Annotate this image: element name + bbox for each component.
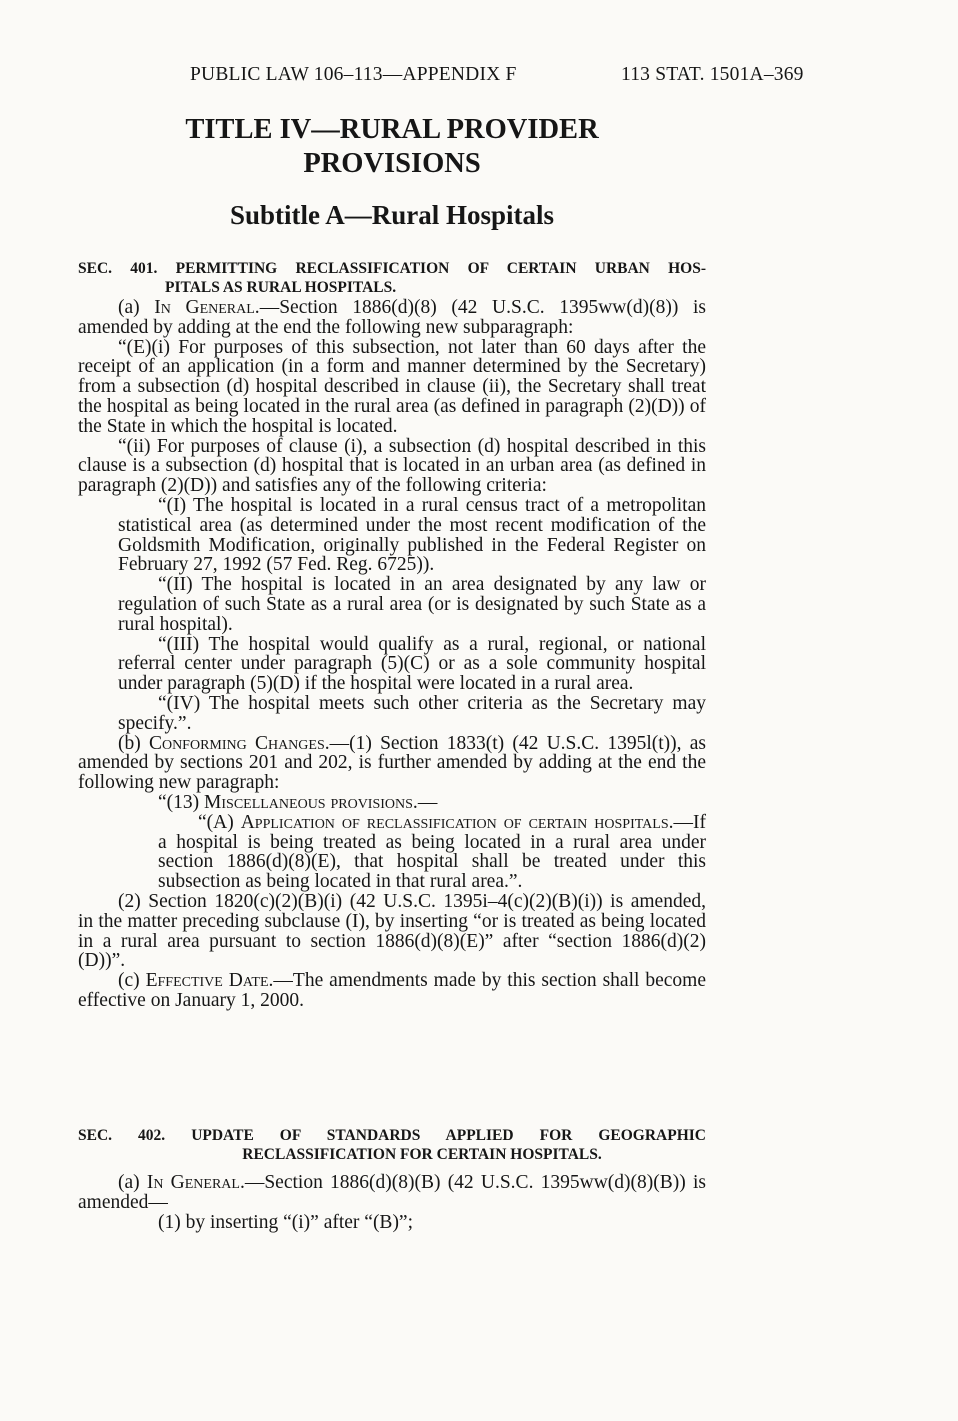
subparagraph-A-label: “(A) bbox=[198, 811, 241, 833]
title-line-1: TITLE IV—RURAL PROVIDER bbox=[185, 114, 599, 145]
subsection-c-text: —The amendments made by this section shall become effective on January 1, 2000. bbox=[78, 970, 706, 1011]
clause-ii: “(ii) For purposes of clause (i), a subsection (d) hospital described in this clause is a subsection (d) hospital that is located in an urban area (as defined in paragraph (2)(D)) and satisfies any of the following criteria: bbox=[78, 435, 706, 497]
clause-E-i: “(E)(i) For purposes of this subsection, not later than 60 days after the receipt of an application (in a form and manner determined by the Secretary) from a subsection (d) hospital described in clause (ii), the Secretary shall treat the hospital as being located in the rural area (as defined in paragraph (2)(D)) of the State in which the hospital is located. bbox=[78, 336, 706, 437]
section-402-a-text: —Section 1886(d)(8)(B) (42 U.S.C. 1395ww(d)(8)(B)) is amended— bbox=[78, 1172, 706, 1213]
conforming-change-2: (2) Section 1820(c)(2)(B)(i) (42 U.S.C. 1395i–4(c)(2)(B)(i)) is amended, in the matter preceding subclause (I), by inserting “or is treated as being located in a rural area pursuant to section 1886(d)(8)(E)” after “section 1886(d)(2)(D))”. bbox=[78, 890, 706, 972]
running-head-page-citation: 113 STAT. 1501A–369 bbox=[621, 64, 804, 85]
subsection-a-caption: In General. bbox=[154, 297, 260, 318]
criterion-III: “(III) The hospital would qualify as a rural, regional, or national referral center under paragraph (5)(C) or as a sole community hospital under paragraph (5)(D) if the hospital were located in a rural area. bbox=[118, 633, 706, 695]
section-401-heading bbox=[78, 259, 706, 297]
section-401-heading-line-2: PITALS AS RURAL HOSPITALS. bbox=[165, 279, 397, 296]
section-402-heading bbox=[78, 1126, 706, 1164]
subparagraph-A-text: —If a hospital is being treated as being located in a rural area under section 1886(d)(8)(E), that hospital shall be treated under this subsection as being located in that rural area.”. bbox=[158, 811, 706, 893]
section-402-a-caption: In General. bbox=[146, 1172, 245, 1193]
running-head-left: PUBLIC LAW 106–113—APPENDIX F bbox=[190, 64, 517, 85]
subsection-b-label: (b) bbox=[118, 732, 149, 754]
subsection-c-paragraph bbox=[78, 971, 706, 1011]
criterion-I: “(I) The hospital is located in a rural census tract of a metropolitan statistical area (as determined under the most recent modification of the Goldsmith Modification, originally published in the Federal Register on February 27, 1992 (57 Fed. Reg. 6725)). bbox=[118, 494, 706, 576]
subsection-b-caption: Conforming Changes. bbox=[148, 732, 330, 754]
subsection-b-text: —(1) Section 1833(t) (42 U.S.C. 1395l(t)), as amended by sections 201 and 202, is further amended by adding at the end the following new paragraph: bbox=[78, 732, 706, 794]
subsection-a-label: (a) bbox=[118, 297, 155, 318]
section-402-subsection-a bbox=[78, 1173, 706, 1213]
section-401-heading-line-1: SEC. 401. PERMITTING RECLASSIFICATION OF CERTAIN URBAN HOS- bbox=[78, 260, 706, 277]
paragraph-13-label: “(13) bbox=[158, 791, 205, 813]
criterion-IV: “(IV) The hospital meets such other criteria as the Secretary may specify.”. bbox=[118, 692, 706, 734]
paragraph-13-heading bbox=[78, 793, 706, 813]
subsection-b-paragraph bbox=[78, 734, 706, 793]
subsection-a-paragraph bbox=[78, 298, 706, 338]
subsection-a-text: —Section 1886(d)(8) (42 U.S.C. 1395ww(d)(8)) is amended by adding at the end the following new subparagraph: bbox=[78, 297, 706, 338]
section-402-body bbox=[78, 1173, 706, 1232]
section-402-item-1: (1) by inserting “(i)” after “(B)”; bbox=[158, 1211, 414, 1233]
paragraph-13-dash: — bbox=[417, 791, 438, 813]
section-402-heading-line-2: RECLASSIFICATION FOR CERTAIN HOSPITALS. bbox=[242, 1146, 602, 1163]
subsection-c-caption: Effective Date. bbox=[145, 970, 274, 992]
section-401-body bbox=[78, 298, 706, 1011]
subsection-c-label: (c) bbox=[118, 970, 146, 992]
subparagraph-A bbox=[78, 813, 706, 892]
title-line-2: PROVISIONS bbox=[303, 148, 481, 179]
section-402-a-label: (a) bbox=[118, 1172, 147, 1193]
title-heading bbox=[78, 113, 706, 181]
paragraph-13-caption: Miscellaneous provisions. bbox=[204, 791, 418, 813]
subparagraph-A-caption: Application of reclassification of certain hospitals. bbox=[240, 811, 674, 833]
subtitle-heading: Subtitle A—Rural Hospitals bbox=[229, 200, 555, 230]
criterion-II: “(II) The hospital is located in an area designated by any law or regulation of such State as a rural area (or is designated by such State as a rural hospital). bbox=[118, 574, 706, 635]
section-402-heading-line-1: SEC. 402. UPDATE OF STANDARDS APPLIED FOR GEOGRAPHIC bbox=[78, 1127, 706, 1144]
